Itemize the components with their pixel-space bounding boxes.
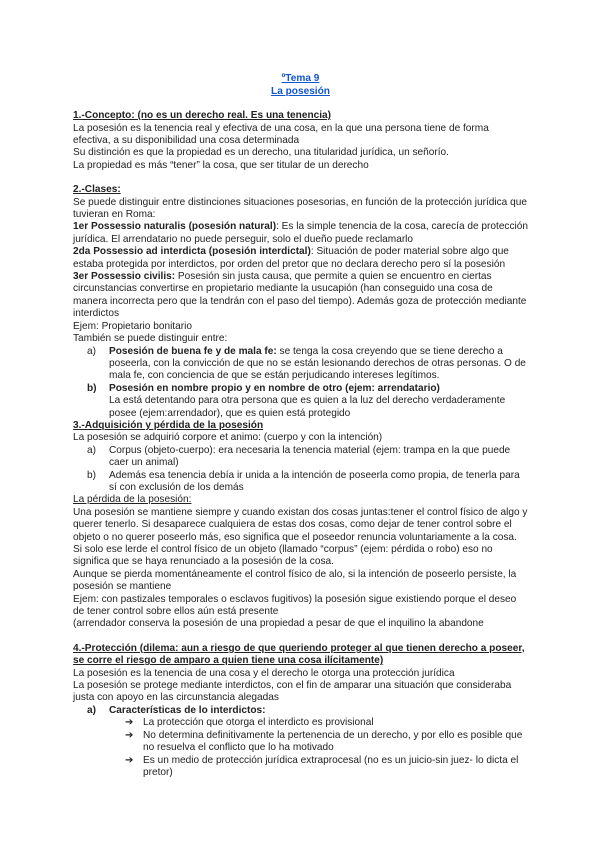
paragraph: Aunque se pierda momentáneamente el control físico de alo, si la intención de poseerlo persiste, la posesión se mantiene <box>73 568 517 593</box>
title-line-1: ºTema 9 <box>281 73 320 84</box>
arrow-list <box>73 717 528 779</box>
list-marker: b) <box>87 469 96 481</box>
arrow-list-text: No determina definitivamente la pertenencia de un derecho, y por ello es posible que no resuelva el conflicto que lo ha motivado <box>143 729 523 754</box>
clase-1-text: : Es la simple tenencia de la cosa, carecía de protección jurídica. El arrendatario no puede perseguir, solo el dueño puede reclamarlo <box>73 221 528 245</box>
clase-1 <box>73 221 528 246</box>
list-item-text: Corpus (objeto-cuerpo): era necesaria la tenencia material (ejem: trampa en la que puede caer un animal) <box>109 444 511 469</box>
clase-2 <box>73 246 528 271</box>
paragraph: Se puede distinguir entre distinciones situaciones posesorias, en función de la protección jurídica que tuvieran en Roma: <box>73 196 527 221</box>
arrow-icon: ➔ <box>125 729 134 741</box>
list-item <box>73 383 528 395</box>
section-clases <box>73 184 528 420</box>
clase-2-text: : Situación de poder material sobre algo que estaba protegida por interdictos, por orden del pretor que no declara derecho pero sí la posesión <box>73 246 509 270</box>
section-proteccion <box>73 643 528 779</box>
list-item-text: La está detentando para otra persona que es quien a la luz del derecho verdaderamente posee (ejem:arrendador), que es quien está protegido <box>109 395 506 419</box>
section-heading: 2.-Clases: <box>73 184 121 196</box>
paragraph: Ejem: Propietario bonitario <box>73 320 192 332</box>
section-heading: 4.-Protección (dilema: aun a riesgo de que queriendo proteger al que tienen derecho a poseer, se corre el riesgo de amparo a quien tiene una cosa ilícitamente) <box>73 642 525 667</box>
list-item <box>73 445 528 470</box>
paragraph: La posesión es la tenencia de una cosa y el derecho le otorga una protección jurídica <box>73 667 455 679</box>
list-item-term: Posesión en nombre propio y en nombre de otro (ejem: arrendatario) <box>109 382 440 394</box>
clase-1-term: 1er Possessio naturalis (posesión natural) <box>73 221 277 233</box>
list-item-term: Características de lo interdictos: <box>109 704 266 716</box>
paragraph: La posesión se protege mediante interdictos, con el fin de amparar una situación que consideraba justa con apoyo en las circunstancia alegadas <box>73 680 512 704</box>
section-heading: 1.-Concepto: (no es un derecho real. Es una tenencia) <box>73 110 332 122</box>
list-item <box>73 346 528 383</box>
list-item <box>73 470 528 495</box>
section-concepto <box>73 110 528 172</box>
arrow-list-text: La protección que otorga el interdicto es provisional <box>143 717 374 729</box>
list-marker: b) <box>87 382 97 394</box>
list-item <box>73 705 528 717</box>
arrow-icon: ➔ <box>125 717 134 729</box>
paragraph: La posesión es la tenencia real y efectiva de una cosa, en la que una persona tiene de forma efectiva, a su disponibilidad una cosa determinada <box>73 122 489 146</box>
list-marker: a) <box>87 444 96 456</box>
paragraph: (arrendador conserva la posesión de una propiedad a pesar de que el inquilino la abandone <box>73 618 484 630</box>
clase-3 <box>73 271 528 321</box>
document-page <box>73 73 528 779</box>
paragraph: La propiedad es más “tener” la cosa, que ser titular de un derecho <box>73 159 369 171</box>
paragraph: Ejem: con pastizales temporales o esclavos fugitivos) la posesión sigue existiendo porque el deseo de tener control sobre ellos aún está presente <box>73 593 517 618</box>
page-title <box>73 73 528 98</box>
list-marker: a) <box>87 704 96 716</box>
paragraph: Su distinción es que la propiedad es un derecho, una titularidad jurídica, un señorío. <box>73 147 449 159</box>
arrow-list-item <box>73 755 528 780</box>
arrow-list-item <box>73 730 528 755</box>
list-item-text: se tenga la cosa creyendo que se tiene derecho a poseerla, con la convicción de que no se están lesionando derechos de otras personas. O de mala fe, con conciencia de que se están perjudicando intereses legítimos. <box>109 345 526 382</box>
list-item-term: Posesión de buena fe y de mala fe: <box>109 345 277 357</box>
subheading-perdida: La pérdida de la posesión: <box>73 494 192 506</box>
paragraph: Una posesión se mantiene siempre y cuando existan dos cosas juntas:tener el control físico de algo y querer tenerlo. Si desaparece cualquiera de estas dos cosas, como dejar de tener control sobre el objeto o no querer poseerlo más, eso significa que el poseedor renuncia voluntariamente a la cosa. Si solo ese lerde el control físico de un objeto (llamado “corpus” (ejem: pérdida o robo) eso no significa que se haya renunciado a la posesión de la cosa. <box>73 506 528 568</box>
section-adquisicion <box>73 420 528 631</box>
section-heading: 3.-Adquisición y pérdida de la posesión <box>73 419 264 431</box>
arrow-list-item <box>73 717 528 729</box>
paragraph: La posesión se adquirió corpore et animo: (cuerpo y con la intención) <box>73 432 383 444</box>
title-line-2: La posesión <box>271 85 330 97</box>
arrow-icon: ➔ <box>125 754 134 766</box>
list-item-text: Además esa tenencia debía ir unida a la intención de poseerla como propia, de tenerla para sí con exclusión de los demás <box>109 469 520 493</box>
clase-2-term: 2da Possessio ad interdicta (posesión interdictal) <box>73 246 311 258</box>
list-marker: a) <box>87 345 96 357</box>
clase-3-term: 3er Possessio civilis: <box>73 271 176 283</box>
arrow-list-text: Es un medio de protección jurídica extraprocesal (no es un juicio-sin juez- lo dicta el pretor) <box>143 754 519 778</box>
paragraph: También se puede distinguir entre: <box>73 333 228 345</box>
clase-3-text: Posesión sin justa causa, que permite a quien se encuentro en ciertas circunstancias convertirse en propietario mediante la usucapión (han conseguido una cosa de manera incorrecta pero que la tendrán con el paso del tiempo). Además goza de protección mediante interdictos <box>73 271 527 320</box>
